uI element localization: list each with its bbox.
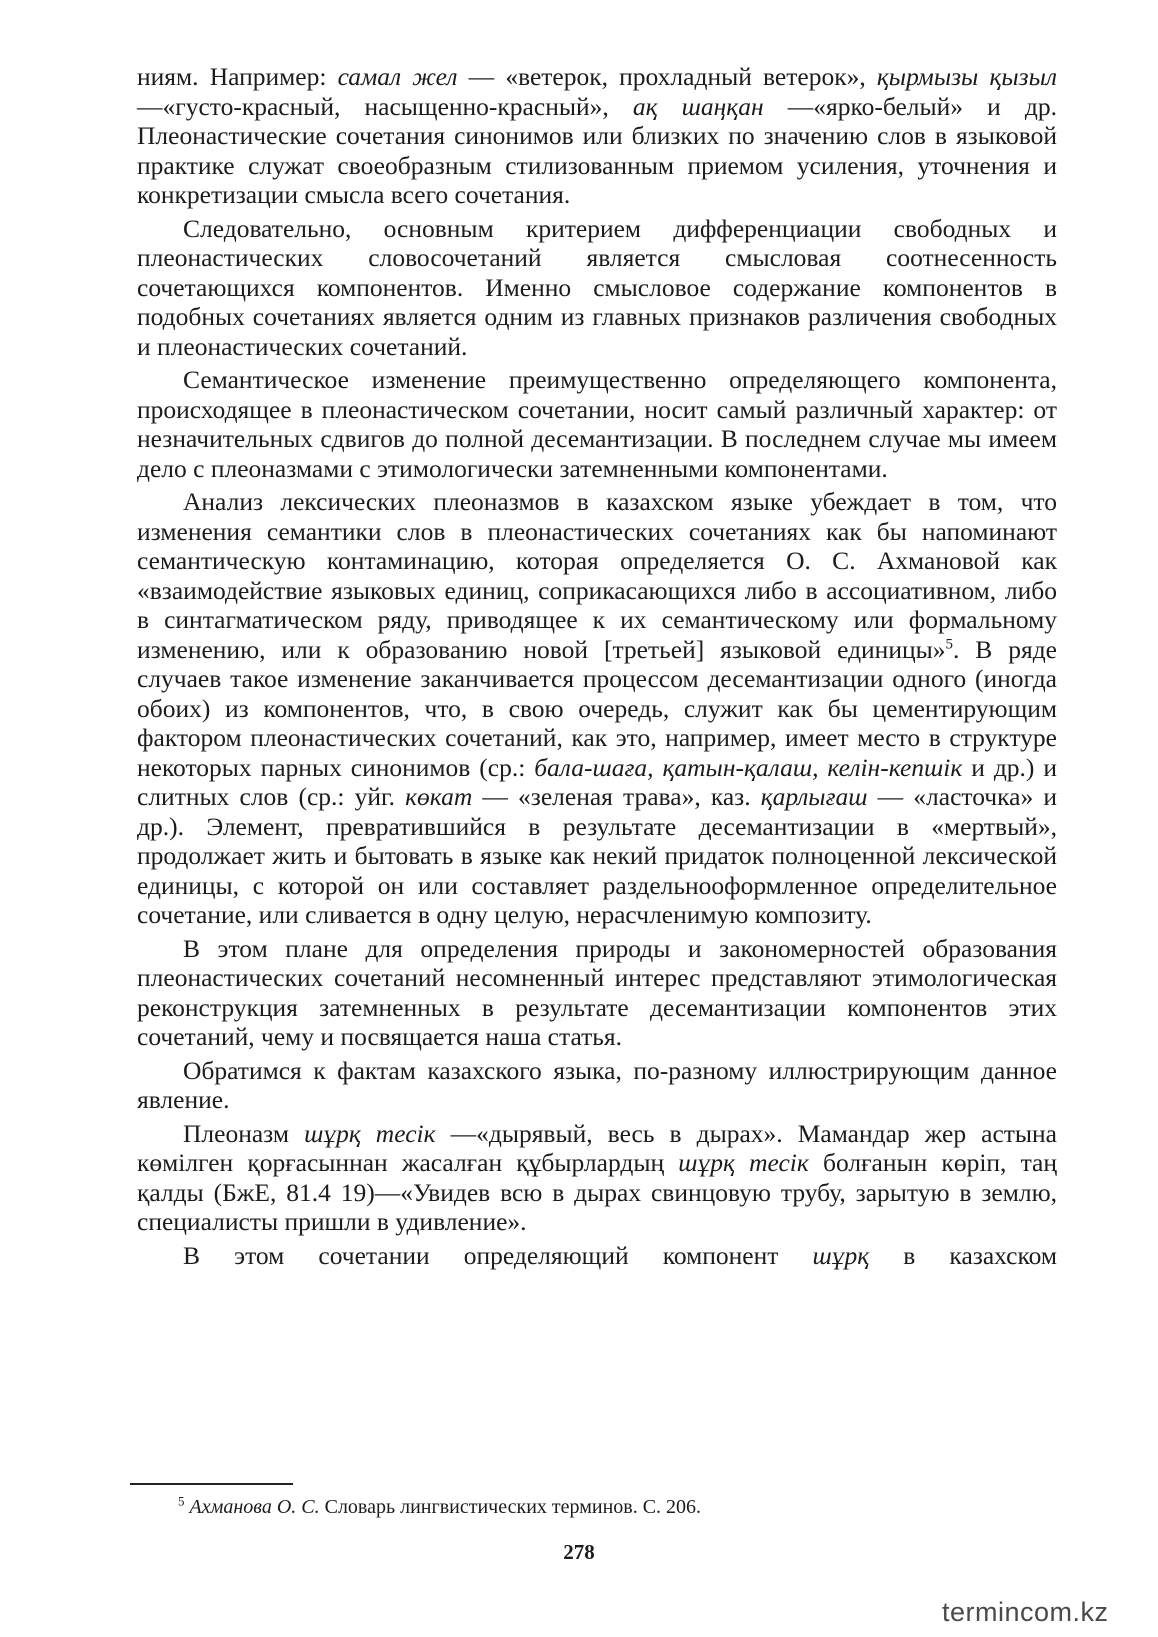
- text-run: В этом сочетании определяющий компонент: [183, 1240, 813, 1270]
- footnote-separator: [130, 1483, 293, 1485]
- text-run: —«густо-красный, насыщенно-красный»,: [137, 91, 633, 121]
- paragraph: [137, 1241, 1057, 1271]
- italic-term: көкат: [405, 782, 473, 811]
- text-run: Следовательно, основным критерием дифференциации свободных и плеонастических словосочетаний является смысловая соотнесенность сочетающихся компонентов. Именно смысловое содержание компонентов в подобных сочетаниях является одним из главных признаков различения свободных и плеонастических сочетаний.: [137, 213, 1057, 361]
- italic-term: шұрқ тесік: [678, 1148, 809, 1177]
- paragraph: [137, 1056, 1057, 1115]
- text-run: в казахском: [869, 1240, 1057, 1270]
- body-text: [137, 62, 1057, 1270]
- text-run: —«дырявый, весь в дырах». Мамандар жер астына көмілген қорғасыннан жасалған құбырлардың: [137, 1118, 1058, 1177]
- paragraph: [137, 365, 1057, 483]
- paragraph: [137, 487, 1057, 930]
- text-run: болғанын көріп, таң қалды (БжЕ, 81.4 19)—«Увидев всю в дырах свинцовую трубу, зарытую в землю, специалисты пришли в удивление».: [137, 1148, 1057, 1236]
- text-run: В этом плане для определения природы и закономерностей образования плеонастических сочетаний несомненный интерес представляют этимологическая реконструкция затемненных в результате десемантизации компонентов этих сочетаний, чему и посвящается наша статья.: [137, 933, 1057, 1051]
- footnote-author: Ахманова О. С.: [189, 1496, 320, 1518]
- paragraph: [137, 62, 1057, 210]
- paragraph: [137, 214, 1057, 362]
- italic-term: қарлығаш: [760, 782, 868, 811]
- footnote-text: Словарь лингвистических терминов. С. 206.: [319, 1496, 702, 1518]
- italic-term: ақ шаңқан: [632, 91, 764, 121]
- text-run: — «зеленая трава», каз.: [472, 782, 761, 811]
- italic-term: шұрқ: [812, 1240, 870, 1270]
- italic-term: самал жел: [337, 62, 458, 91]
- text-run: и др.) и слитных слов (ср.: уйг.: [137, 752, 1057, 811]
- text-run: Анализ лексических плеоназмов в казахском языке убеждает в том, что изменения семантики слов в плеонастических сочетаниях как бы напоминают семантическую контаминацию, которая определяется О. С. Ахмановой как «взаимодействие языковых единиц, соприкасающихся либо в ассоциативном, либо в синтагматическом ряду, приводящее к их семантическому или формальному изменению, или к образованию новой [третьей] языковой единицы»: [137, 487, 1057, 664]
- text-run: . В ряде случаев такое изменение заканчивается процессом десемантизации одного (иногда обоих) из компонентов, что, в свою очередь, служит как бы цементирующим фактором плеонастических сочетаний, как это, например, имеет место в структуре некоторых парных синонимов (ср.:: [137, 634, 1058, 782]
- watermark-logo: [942, 1597, 1152, 1627]
- italic-term: қырмызы қызыл: [876, 62, 1058, 91]
- text-run: — «ласточка» и др.). Элемент, превратившийся в результате десемантизации в «мертвый», продолжает жить и бытовать в языке как некий придаток полноценной лексической единицы, с которой он или составляет раздельнооформленное определительное сочетание, или сливается в одну целую, нерасчленимую композиту.: [137, 782, 1057, 929]
- footnote-number: 5: [178, 1493, 185, 1509]
- text-run: Плеоназм: [183, 1118, 305, 1148]
- watermark-text: termincom.kz: [942, 1597, 1109, 1627]
- footnote: [178, 1495, 701, 1519]
- text-run: Обратимся к фактам казахского языка, по-разному иллюстрирующим данное явление.: [137, 1055, 1057, 1114]
- paragraph: [137, 1119, 1057, 1237]
- text-run: — «ветерок, прохладный ветерок»,: [457, 62, 877, 91]
- italic-term: бала-шаға, қатын-қалаш, келін-кепшік: [534, 752, 963, 782]
- text-run: Семантическое изменение преимущественно определяющего компонента, происходящее в плеонастическом сочетании, носит самый различный характер: от незначительных сдвигов до полной десемантизации. В последнем случае мы имеем дело с плеоназмами с этимологически затемненными компонентами.: [137, 365, 1057, 483]
- text-run: —«ярко-белый» и др. Плеонастические сочетания синонимов или близких по значению слов в языковой практике служат своеобразным стилизованным приемом усиления, уточнения и конкретизации смысла всего сочетания.: [137, 91, 1057, 209]
- paragraph: [137, 934, 1057, 1052]
- text-run: ниям. Например:: [137, 62, 338, 91]
- footnote-reference: 5: [945, 636, 954, 652]
- page-number: 278: [563, 1540, 595, 1564]
- italic-term: шұрқ тесік: [304, 1118, 436, 1148]
